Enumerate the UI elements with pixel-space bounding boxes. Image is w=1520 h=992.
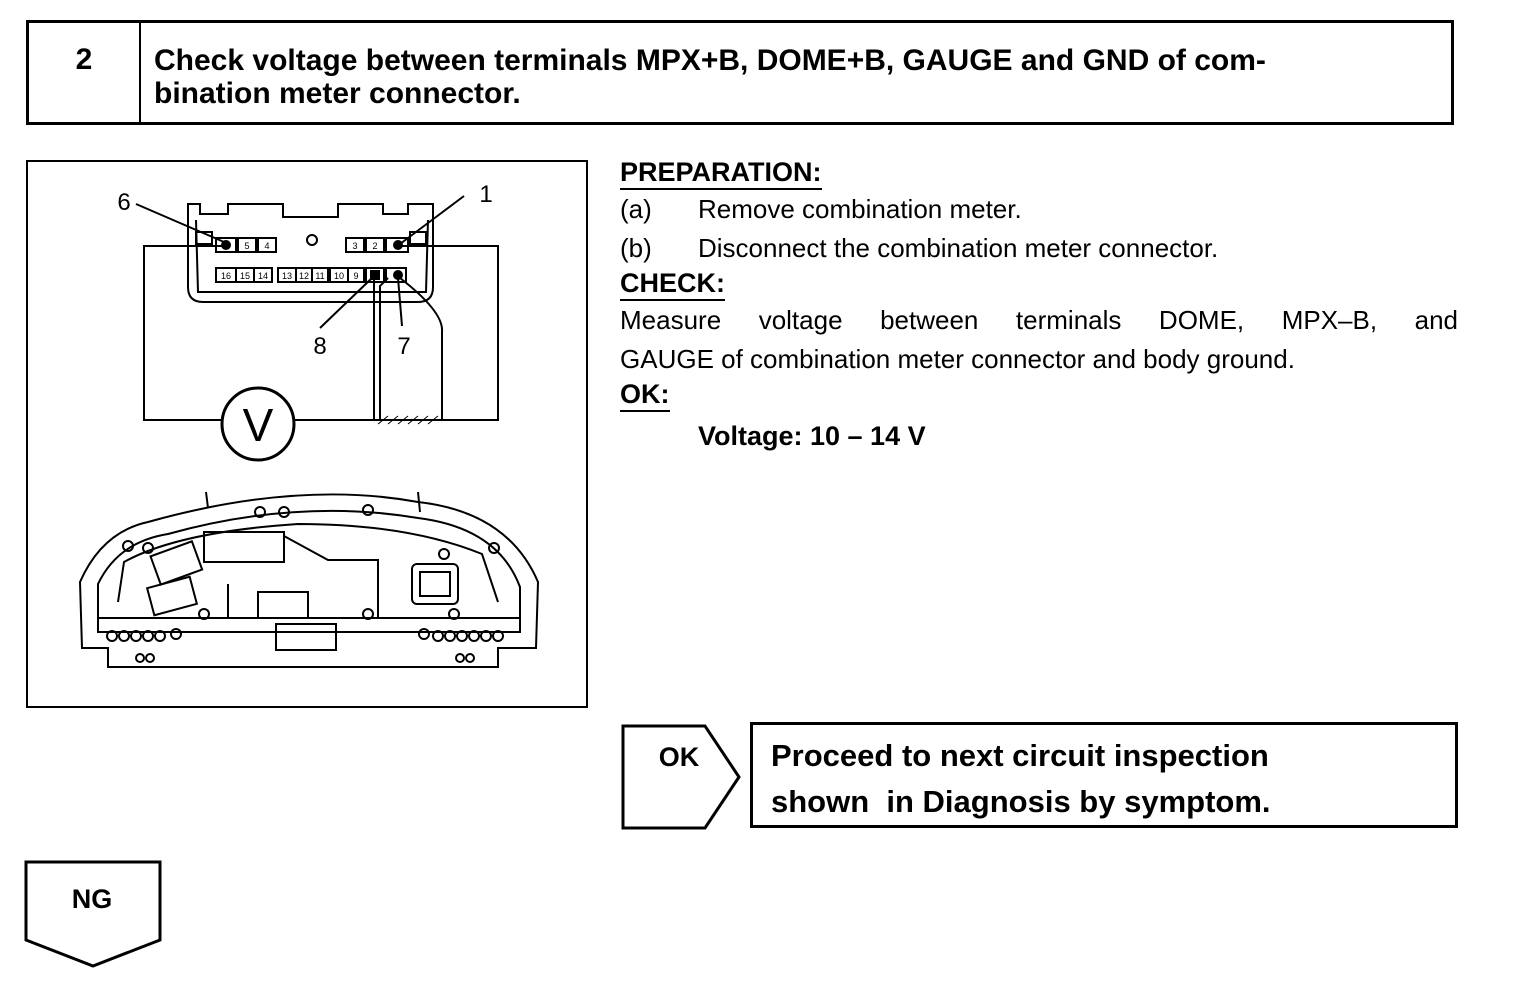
preparation-step — [620, 190, 1458, 229]
callout-6: 6 — [117, 189, 131, 216]
ok-arrow-shape — [621, 723, 743, 831]
step-label: (b) — [620, 233, 652, 263]
pin-label: 4 — [264, 241, 270, 251]
ok-result-box — [750, 722, 1458, 828]
step-header — [26, 20, 1454, 125]
step-text: Remove combination meter. — [698, 194, 1022, 224]
pin-label: 16 — [220, 271, 232, 281]
instructions — [620, 157, 1458, 456]
pin-label: 14 — [257, 271, 269, 281]
check-text — [620, 301, 1458, 379]
pin-label: 9 — [353, 271, 359, 281]
ok-result-line-2: shown in Diagnosis by symptom. — [771, 784, 1271, 819]
ok-heading: OK: — [620, 379, 670, 412]
step-title-line-2: bination meter connector. — [154, 77, 521, 110]
ng-arrow-shape — [24, 860, 164, 970]
connector-diagram — [28, 162, 586, 706]
ok-label: OK — [658, 742, 700, 772]
pin-label: 10 — [333, 271, 345, 281]
preparation-step — [620, 229, 1458, 268]
ng-label: NG — [71, 884, 113, 914]
pin-label: 3 — [352, 241, 358, 251]
step-title-line-1: Check voltage between terminals MPX+B, DOME+B, GAUGE and GND of com- — [154, 44, 1266, 77]
ok-result-line-1: Proceed to next circuit inspection — [771, 738, 1269, 773]
callout-7: 7 — [397, 333, 411, 360]
pin-label: 2 — [372, 241, 378, 251]
step-text: Disconnect the combination meter connector. — [698, 233, 1219, 263]
pin-label: 5 — [244, 241, 250, 251]
check-heading: CHECK: — [620, 268, 725, 301]
connector-diagram-figure — [26, 160, 588, 708]
voltage-spec: Voltage: 10 – 14 V — [698, 421, 926, 451]
preparation-heading: PREPARATION: — [620, 157, 822, 190]
pin-label: 15 — [239, 271, 251, 281]
pin-label: 12 — [298, 271, 310, 281]
callout-1: 1 — [479, 181, 493, 208]
pin-label: 13 — [281, 271, 293, 281]
check-text-line-2: GAUGE of combination meter connector and body ground. — [620, 344, 1295, 374]
callout-8: 8 — [313, 333, 327, 360]
voltmeter-symbol: V — [242, 399, 274, 451]
step-number: 2 — [29, 23, 141, 122]
step-label: (a) — [620, 194, 652, 224]
step-title — [141, 23, 1451, 122]
check-text-line-1: Measure voltage between terminals DOME, MPX–B, and — [620, 305, 1458, 335]
pin-label: 11 — [315, 271, 325, 281]
